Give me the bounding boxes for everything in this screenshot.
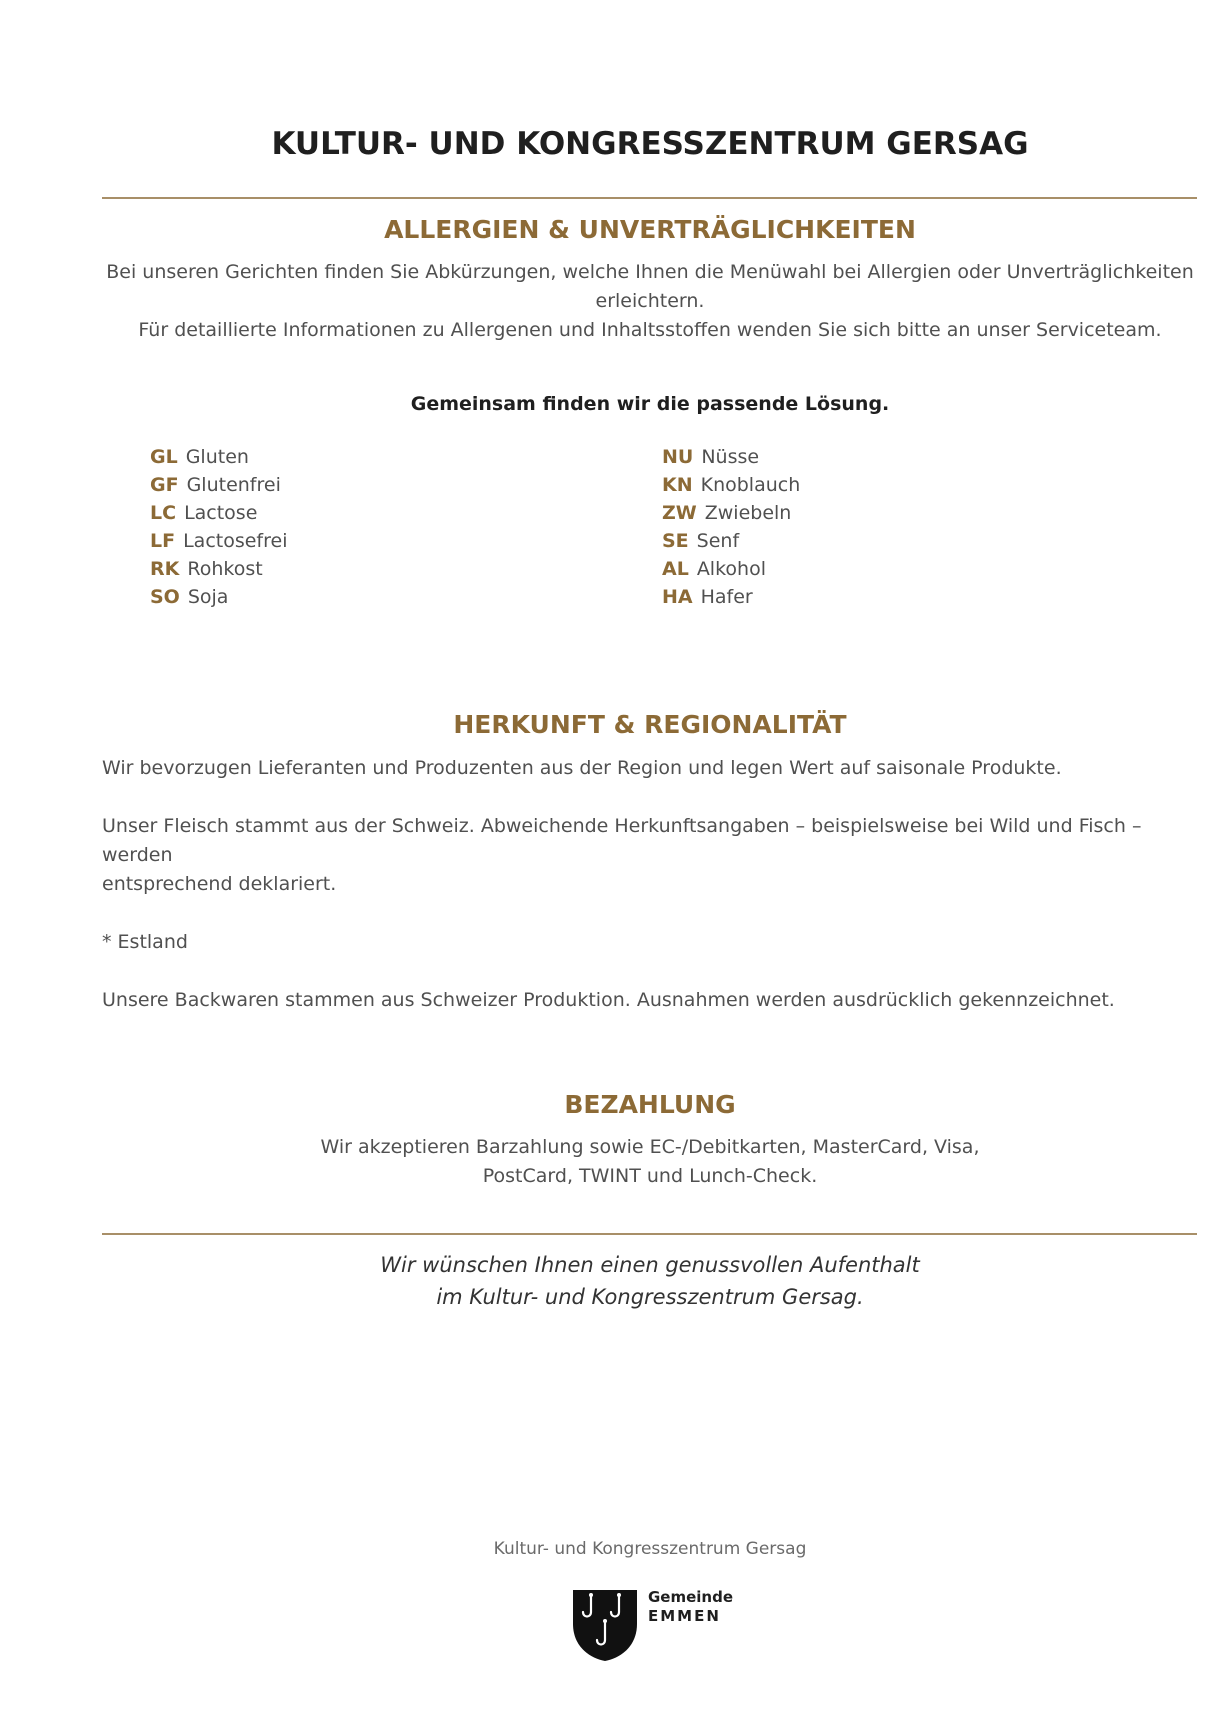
allergies-slogan: Gemeinsam finden wir die passende Lösung. bbox=[410, 393, 890, 415]
allergen-label: Knoblauch bbox=[700, 474, 801, 496]
allergen-item bbox=[150, 583, 287, 611]
logo-text-gemeinde: Gemeinde bbox=[648, 1588, 734, 1606]
allergies-intro-line2: erleichtern. bbox=[595, 290, 705, 312]
allergen-code: ZW bbox=[662, 502, 697, 524]
allergen-item bbox=[150, 555, 287, 583]
top-divider bbox=[102, 197, 1197, 199]
allergies-intro-line3: Für detaillierte Informationen zu Allergenen und Inhaltsstoffen wenden Sie sich bitte an unser Serviceteam. bbox=[138, 319, 1162, 341]
payment-line2: PostCard, TWINT und Lunch-Check. bbox=[482, 1165, 818, 1187]
closing-message bbox=[0, 1249, 1222, 1313]
allergen-item bbox=[662, 499, 800, 527]
origin-paragraph-1: Wir bevorzugen Lieferanten und Produzenten aus der Region und legen Wert auf saisonale Produkte. bbox=[102, 757, 1062, 779]
closing-line2: im Kultur- und Kongresszentrum Gersag. bbox=[436, 1285, 864, 1309]
allergies-intro-line1: Bei unseren Gerichten finden Sie Abkürzungen, welche Ihnen die Menüwahl bei Allergien oder Unverträglichkeiten bbox=[106, 261, 1194, 283]
allergen-label: Rohkost bbox=[187, 558, 263, 580]
allergen-label: Alkohol bbox=[696, 558, 766, 580]
allergen-item bbox=[150, 527, 287, 555]
origin-text bbox=[102, 754, 1212, 1015]
allergen-label: Hafer bbox=[700, 586, 753, 608]
allergen-item bbox=[662, 583, 800, 611]
footer-venue-name: Kultur- und Kongresszentrum Gersag bbox=[493, 1539, 807, 1559]
allergen-item bbox=[150, 499, 287, 527]
gemeinde-emmen-logo bbox=[571, 1588, 741, 1663]
allergen-label: Senf bbox=[696, 530, 740, 552]
allergen-item bbox=[662, 443, 800, 471]
payment-text bbox=[0, 1133, 1222, 1191]
allergen-label: Nüsse bbox=[701, 446, 760, 468]
origin-footnote: * Estland bbox=[102, 931, 188, 953]
page-title: KULTUR- UND KONGRESSZENTRUM GERSAG bbox=[271, 126, 1029, 162]
allergen-code: RK bbox=[150, 558, 180, 580]
allergen-list-right bbox=[662, 443, 800, 611]
allergen-code: SE bbox=[662, 530, 689, 552]
allergen-item bbox=[662, 555, 800, 583]
allergen-label: Zwiebeln bbox=[704, 502, 792, 524]
origin-paragraph-2-line1: Unser Fleisch stammt aus der Schweiz. Abweichende Herkunftsangaben – beispielsweise bei Wild und Fisch – werden bbox=[102, 815, 1142, 866]
logo-text-emmen: EMMEN bbox=[648, 1607, 721, 1625]
allergen-code: NU bbox=[662, 446, 694, 468]
origin-paragraph-2-line2: entsprechend deklariert. bbox=[102, 873, 337, 895]
allergen-code: LF bbox=[150, 530, 176, 552]
allergen-item bbox=[150, 471, 287, 499]
allergen-code: KN bbox=[662, 474, 693, 496]
allergen-code: SO bbox=[150, 586, 180, 608]
allergen-label: Lactose bbox=[184, 502, 258, 524]
allergies-heading: ALLERGIEN & UNVERTRÄGLICHKEITEN bbox=[384, 215, 916, 244]
payment-line1: Wir akzeptieren Barzahlung sowie EC-/Debitkarten, MasterCard, Visa, bbox=[320, 1136, 980, 1158]
allergen-label: Soja bbox=[187, 586, 229, 608]
origin-heading: HERKUNFT & REGIONALITÄT bbox=[453, 710, 847, 739]
allergen-item bbox=[150, 443, 287, 471]
allergen-item bbox=[662, 527, 800, 555]
bottom-divider bbox=[102, 1233, 1197, 1235]
allergen-code: GL bbox=[150, 446, 178, 468]
closing-line1: Wir wünschen Ihnen einen genussvollen Aufenthalt bbox=[380, 1253, 920, 1277]
allergies-intro bbox=[0, 258, 1222, 345]
allergen-code: LC bbox=[150, 502, 177, 524]
allergen-code: GF bbox=[150, 474, 179, 496]
allergen-label: Glutenfrei bbox=[186, 474, 281, 496]
allergen-label: Lactosefrei bbox=[183, 530, 288, 552]
allergen-label: Gluten bbox=[185, 446, 249, 468]
payment-heading: BEZAHLUNG bbox=[564, 1090, 736, 1119]
allergen-list-left bbox=[150, 443, 287, 611]
allergen-item bbox=[662, 471, 800, 499]
allergen-code: AL bbox=[662, 558, 689, 580]
origin-paragraph-4: Unsere Backwaren stammen aus Schweizer Produktion. Ausnahmen werden ausdrücklich gekennzeichnet. bbox=[102, 989, 1115, 1011]
allergen-code: HA bbox=[662, 586, 693, 608]
emmen-coat-of-arms-icon bbox=[571, 1588, 639, 1663]
